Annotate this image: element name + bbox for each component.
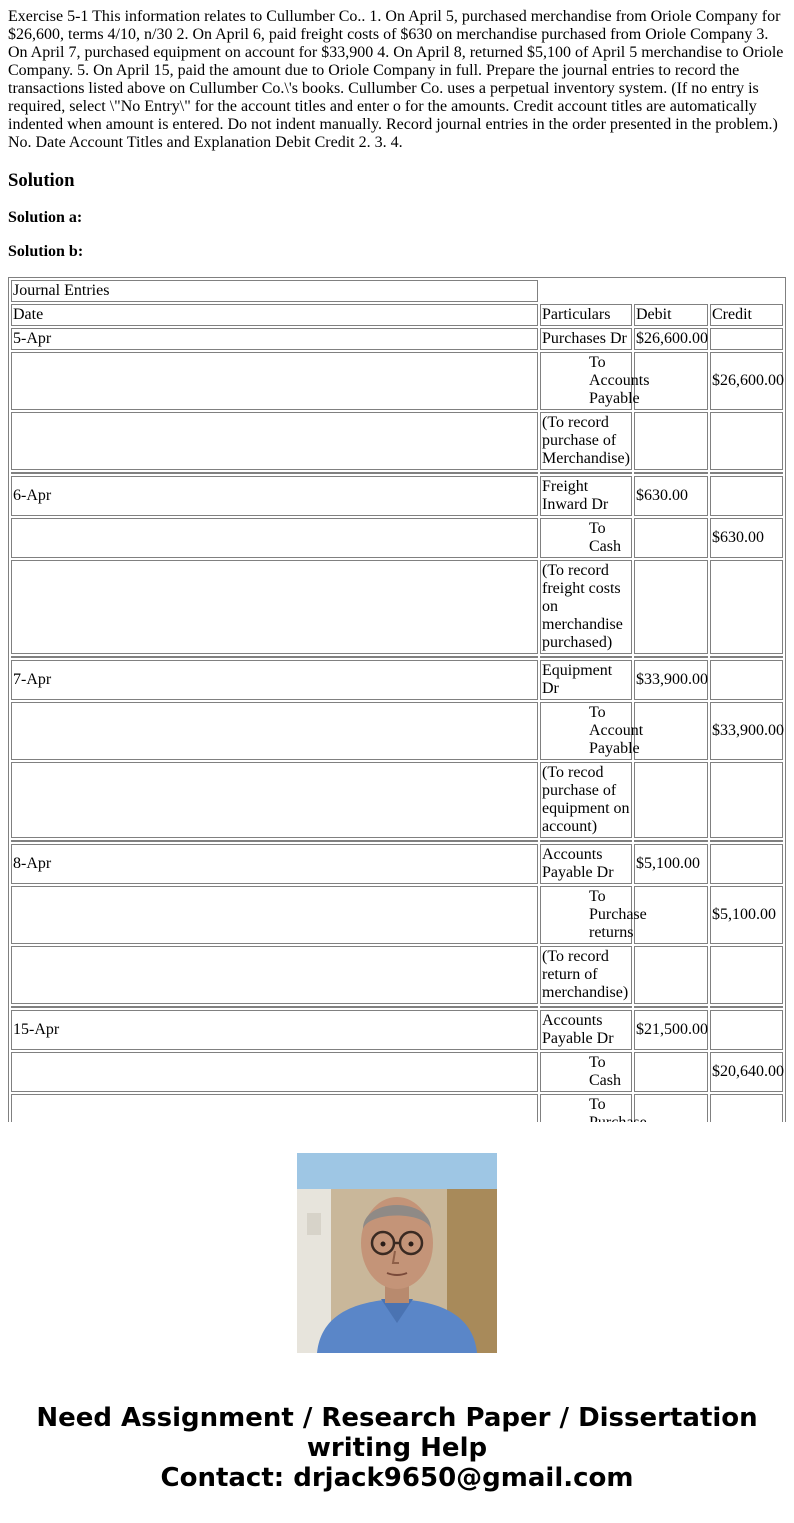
journal-particulars-cell: To Cash [540,1052,632,1092]
journal-date-cell: 7-Apr [11,660,538,700]
journal-credit-cell [710,476,783,516]
entry-separator [11,1006,783,1008]
promo-contact: Contact: drjack9650@gmail.com [160,1463,634,1493]
journal-debit-cell [634,560,708,654]
journal-debit-cell: $5,100.00 [634,844,708,884]
entry-separator [11,472,783,474]
journal-particulars-cell: Freight Inward Dr [540,476,632,516]
journal-particulars-cell: (To record purchase of Merchandise) [540,412,632,470]
journal-row [11,886,783,944]
journal-row [11,412,783,470]
solution-a-label: Solution a: [8,209,83,226]
journal-row [11,476,783,516]
journal-row [11,762,783,838]
journal-debit-cell [634,762,708,838]
journal-debit-cell [634,518,708,558]
journal-debit-cell: $26,600.00 [634,328,708,350]
journal-particulars-cell: (To record freight costs on merchandise purchased) [540,560,632,654]
promo-line-1: Need Assignment / Research Paper / Dissertation [36,1403,758,1433]
journal-date-cell [11,946,538,1004]
journal-date-cell: 6-Apr [11,476,538,516]
header-debit: Debit [634,304,708,326]
journal-debit-cell [634,412,708,470]
journal-date-cell [11,1052,538,1092]
avatar [297,1153,497,1353]
journal-credit-cell [710,560,783,654]
journal-row [11,328,783,350]
journal-credit-cell [710,412,783,470]
journal-row [11,352,783,410]
journal-debit-cell [634,946,708,1004]
journal-particulars-cell: (To recod purchase of equipment on account) [540,762,632,838]
journal-credit-cell [710,844,783,884]
person-portrait-icon [297,1153,497,1353]
journal-date-cell: 8-Apr [11,844,538,884]
journal-particulars-cell: To Accounts Payable [540,352,632,410]
journal-credit-cell: $20,640.00 [710,1052,783,1092]
journal-date-cell: 15-Apr [11,1010,538,1050]
journal-table [8,277,786,1173]
promo-text [0,1403,794,1493]
journal-date-cell [11,352,538,410]
journal-header-row [11,304,783,326]
journal-credit-cell: $5,100.00 [710,886,783,944]
journal-debit-cell: $33,900.00 [634,660,708,700]
promo-line-2: writing Help [306,1433,488,1463]
journal-caption: Journal Entries [11,280,538,302]
journal-date-cell: 5-Apr [11,328,538,350]
journal-date-cell [11,560,538,654]
journal-row [11,946,783,1004]
journal-credit-cell: $630.00 [710,518,783,558]
journal-row [11,1010,783,1050]
journal-credit-cell: $26,600.00 [710,352,783,410]
journal-particulars-cell: To Account Payable [540,702,632,760]
journal-caption-row [11,280,783,302]
journal-credit-cell [710,328,783,350]
journal-particulars-cell: To Cash [540,518,632,558]
solution-b-label: Solution b: [8,243,84,260]
journal-debit-cell: $21,500.00 [634,1010,708,1050]
journal-rows [11,328,783,1170]
entry-separator [11,840,783,842]
journal-credit-cell [710,660,783,700]
journal-particulars-cell: Equipment Dr [540,660,632,700]
header-particulars: Particulars [540,304,632,326]
journal-particulars-cell: Accounts Payable Dr [540,844,632,884]
journal-particulars-cell: Purchases Dr [540,328,632,350]
journal-row [11,1052,783,1092]
journal-credit-cell [710,946,783,1004]
journal-credit-cell: $33,900.00 [710,702,783,760]
header-date: Date [11,304,538,326]
journal-row [11,560,783,654]
journal-row [11,660,783,700]
journal-date-cell [11,702,538,760]
journal-particulars-cell: To Purchase returns [540,886,632,944]
journal-credit-cell [710,762,783,838]
journal-date-cell [11,762,538,838]
header-credit: Credit [710,304,783,326]
journal-date-cell [11,518,538,558]
solution-heading: Solution [8,170,75,191]
journal-particulars-cell: To [540,1094,632,1170]
journal-date-cell [11,886,538,944]
journal-row [11,702,783,760]
journal-particulars-cell: Accounts Payable Dr [540,1010,632,1050]
journal-row [11,844,783,884]
journal-debit-cell [634,1052,708,1092]
entry-separator [11,656,783,658]
journal-debit-cell [634,702,708,760]
journal-particulars-cell: (To record return of merchandise) [540,946,632,1004]
journal-row [11,518,783,558]
promo-banner [0,1122,794,1523]
document-body [8,8,786,1122]
problem-text: Exercise 5-1 This information relates to Cullumber Co.. 1. On April 5, purchased merchandise from Oriole Company for $26,600, terms 4/10, n/30 2. On April 6, paid freight costs of $630 on merchandise purchased from Oriole Company 3. On April 7, purchased equipment on account for $33,900 4. On April 8, returned $5,100 of April 5 merchandise to Oriole Company. 5. On April 15, paid the amount due to Oriole Company in full. Prepare the journal entries to record the transactions listed above on Cullumber Co.\'s books. Cullumber Co. uses a perpetual inventory system. (If no entry is required, select \"No Entry\" for the account titles and enter o for the amounts. Credit account titles are automatically indented when amount is entered. Do not indent manually. Record journal entries in the order presented in the problem.) No. Date Account Titles and Explanation Debit Credit 2. 3. 4. [8,8,784,151]
journal-date-cell [11,412,538,470]
journal-debit-cell: $630.00 [634,476,708,516]
journal-credit-cell [710,1010,783,1050]
